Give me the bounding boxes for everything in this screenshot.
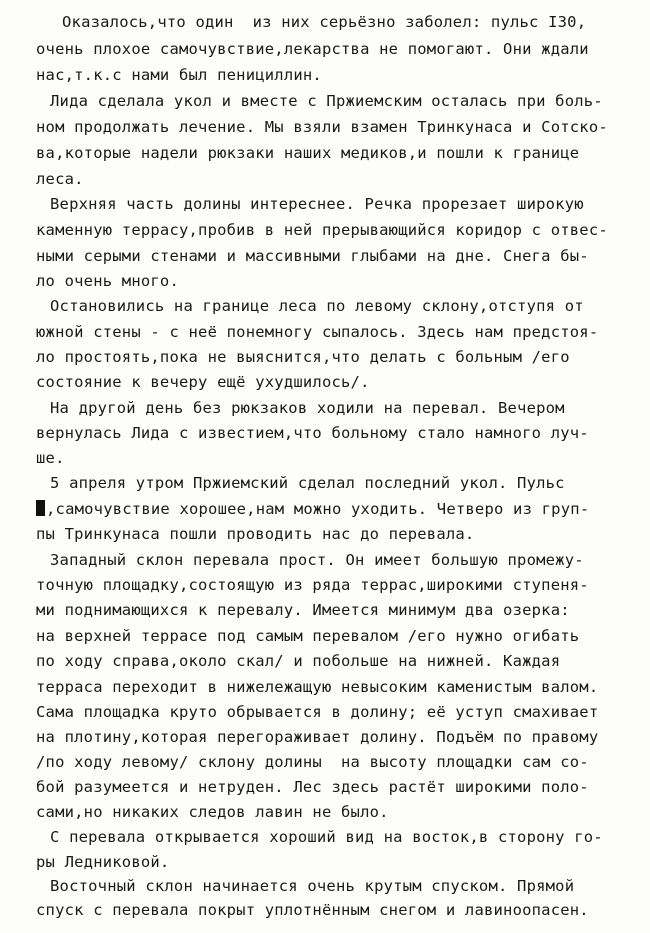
text-line: сами,но никаких следов лавин не было. bbox=[36, 803, 389, 821]
text-line: Верхняя часть долины интереснее. Речка прорезает широкую bbox=[50, 195, 584, 213]
text-line: ными серыми стенами и массивными глыбами на дне. Снега бы- bbox=[36, 247, 589, 265]
text-line: терраса переходит в нижележащую невысоким каменистым валом. bbox=[36, 678, 599, 696]
text-line: ,самочувствие хорошее,нам можно уходить. Четверо из груп- bbox=[46, 500, 590, 518]
text-line: спуск с перевала покрыт уплотнённым снегом и лавиноопасен. bbox=[36, 901, 589, 919]
text-line: Западный склон перевала прост. Он имеет большую промежу- bbox=[50, 551, 584, 569]
text-line: ло очень много. bbox=[36, 272, 179, 290]
text-line: нас,т.к.с нами был пенициллин. bbox=[36, 66, 322, 84]
text-line: каменную террасу,пробив в ней прерывающийся коридор с отвес- bbox=[36, 221, 608, 239]
text-line: ло простоять,пока не выяснится,что делать с больным /его bbox=[36, 348, 570, 366]
text-line: 5 апреля утром Пржиемский сделал последний укол. Пульс bbox=[50, 474, 565, 492]
text-line: на плотину,которая перегораживает долину. Подъём по правому bbox=[36, 728, 599, 746]
text-line: состояние к вечеру ещё ухудшилось/. bbox=[36, 373, 370, 391]
text-line: бой разумеется и нетруден. Лес здесь растёт широкими поло- bbox=[36, 778, 589, 796]
text-line: на верхней террасе под самым перевалом /его нужно огибать bbox=[36, 627, 580, 645]
text-line: Лида сделала укол и вместе с Пржиемским осталась при боль- bbox=[50, 92, 603, 110]
text-line: Остановились на границе леса по левому склону,отступя от bbox=[50, 297, 584, 315]
text-line: Восточный склон начинается очень крутым спуском. Прямой bbox=[50, 877, 575, 895]
text-line: ше. bbox=[36, 449, 65, 467]
text-line: ном продолжать лечение. Мы взяли взамен Тринкунаса и Сотско- bbox=[36, 118, 608, 136]
text-line: южной стены - с неё понемногу сыпалось. Здесь нам предстоя- bbox=[36, 323, 599, 341]
text-line: ми поднимающихся к перевалу. Имеется минимум два озерка: bbox=[36, 601, 570, 619]
text-line: точную площадку,состоящую из ряда террас,широкими ступеня- bbox=[36, 576, 589, 594]
text-line-with-blot bbox=[36, 497, 589, 521]
text-line: очень плохое самочувствие,лекарства не помогают. Они ждали bbox=[36, 40, 589, 58]
text-line: Сама площадка круто обрывается в долину; её уступ смахивает bbox=[36, 703, 599, 721]
text-line: На другой день без рюкзаков ходили на перевал. Вечером bbox=[50, 399, 565, 417]
text-line: Оказалось,что один из них серьёзно заболел: пульс I30, bbox=[62, 13, 587, 31]
text-line: вернулась Лида с известием,что больному стало намного луч- bbox=[36, 424, 589, 442]
text-line: по ходу справа,около скал/ и побольше на нижней. Каждая bbox=[36, 652, 561, 670]
text-line: пы Тринкунаса пошли проводить нас до перевала. bbox=[36, 525, 475, 543]
text-line: леса. bbox=[36, 170, 84, 188]
text-line: /по ходу левому/ склону долины на высоту площадки сам со- bbox=[36, 753, 589, 771]
text-line: С перевала открывается хороший вид на восток,в сторону го- bbox=[50, 828, 603, 846]
ink-blot bbox=[36, 500, 45, 516]
text-line: ры Ледниковой. bbox=[36, 853, 170, 871]
text-line: ва,которые надели рюкзаки наших медиков,и пошли к границе bbox=[36, 144, 580, 162]
